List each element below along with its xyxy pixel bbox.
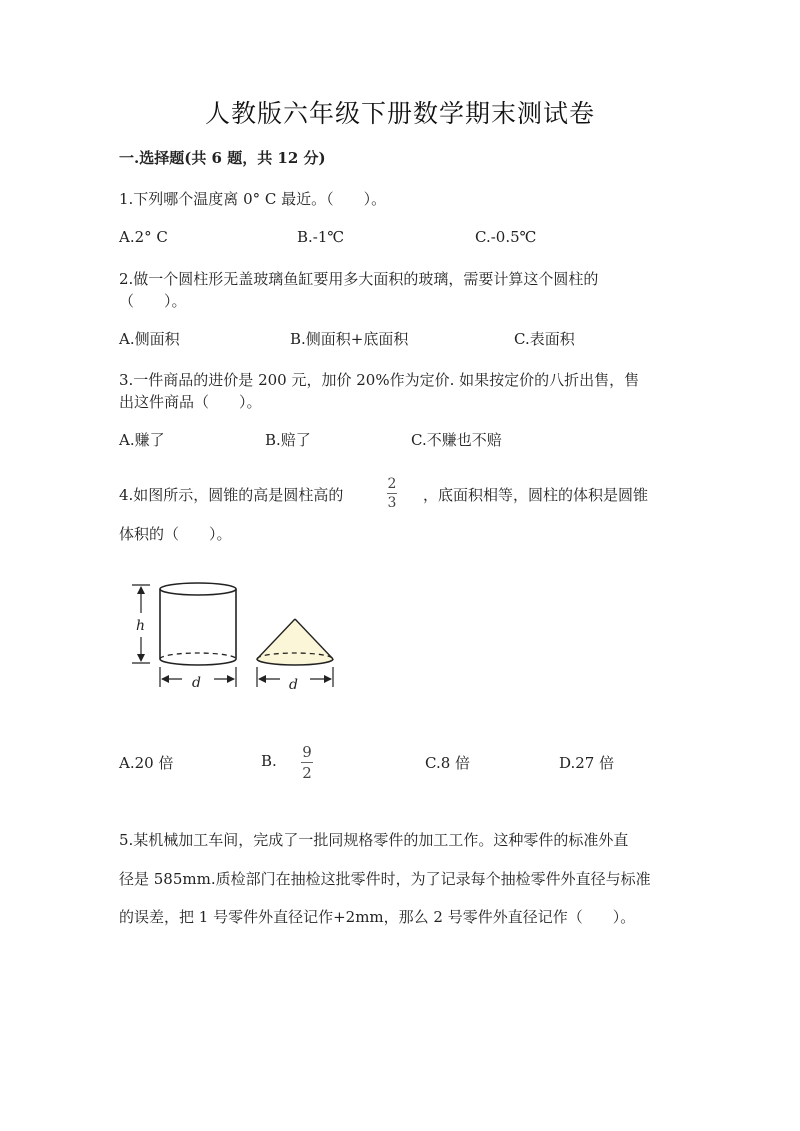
q4-option-b: B. (261, 752, 277, 770)
q2-option-a: A.侧面积 (119, 330, 180, 348)
q3-option-a: A.赚了 (119, 431, 165, 449)
q4-option-c: C.8 倍 (425, 754, 471, 772)
question-5-line-2: 径是 585mm.质检部门在抽检这批零件时，为了记录每个抽检零件外直径与标准 (119, 870, 651, 888)
page-title: 人教版六年级下册数学期末测试卷 (204, 99, 595, 128)
q4-option-d: D.27 倍 (559, 754, 615, 772)
diameter-label-2: d (289, 677, 298, 693)
question-2-line-2: （ ）。 (119, 292, 187, 310)
q1-option-a: A.2° C (119, 228, 168, 246)
q2-option-b: B.侧面积+底面积 (290, 330, 409, 348)
fraction-bar (387, 493, 397, 494)
fraction-denominator: 3 (387, 495, 397, 511)
fraction-numerator: 9 (302, 743, 312, 761)
question-4-line-1b: ，底面积相等，圆柱的体积是圆锥 (423, 486, 649, 504)
question-3-line-1: 3.一件商品的进价是 200 元，加价 20%作为定价. 如果按定价的八折出售，售 (119, 371, 640, 389)
cylinder-shape (160, 583, 236, 665)
fraction-two-thirds (387, 477, 397, 510)
fraction-bar (301, 762, 313, 763)
section-heading: 一.选择题(共 6 题，共 12 分) (119, 149, 326, 167)
height-label: h (136, 618, 146, 634)
cylinder-cone-figure (120, 575, 340, 695)
q3-option-b: B.赔了 (265, 431, 311, 449)
fraction-nine-halves (301, 744, 313, 781)
q3-option-c: C.不赚也不赔 (411, 431, 502, 449)
question-1: 1.下列哪个温度离 0° C 最近。（ ）。 (119, 190, 387, 208)
fraction-numerator: 2 (387, 476, 397, 492)
q1-option-b: B.-1℃ (297, 228, 345, 246)
fraction-denominator: 2 (302, 764, 312, 782)
question-4-line-2: 体积的（ ）。 (119, 525, 232, 543)
diameter-label-1: d (192, 675, 201, 691)
q2-option-c: C.表面积 (514, 330, 575, 348)
cone-shape (257, 619, 333, 665)
q1-option-c: C.-0.5℃ (475, 228, 537, 246)
question-5-line-1: 5.某机械加工车间，完成了一批同规格零件的加工工作。这种零件的标准外直 (119, 831, 629, 849)
question-3-line-2: 出这件商品（ ）。 (119, 393, 262, 411)
question-4-line-1a: 4.如图所示，圆锥的高是圆柱高的 (119, 486, 344, 504)
question-5-line-3: 的误差，把 1 号零件外直径记作+2mm，那么 2 号零件外直径记作（ ）。 (119, 908, 636, 926)
question-2-line-1: 2.做一个圆柱形无盖玻璃鱼缸要用多大面积的玻璃，需要计算这个圆柱的 (119, 270, 599, 288)
q4-option-a: A.20 倍 (119, 754, 174, 772)
